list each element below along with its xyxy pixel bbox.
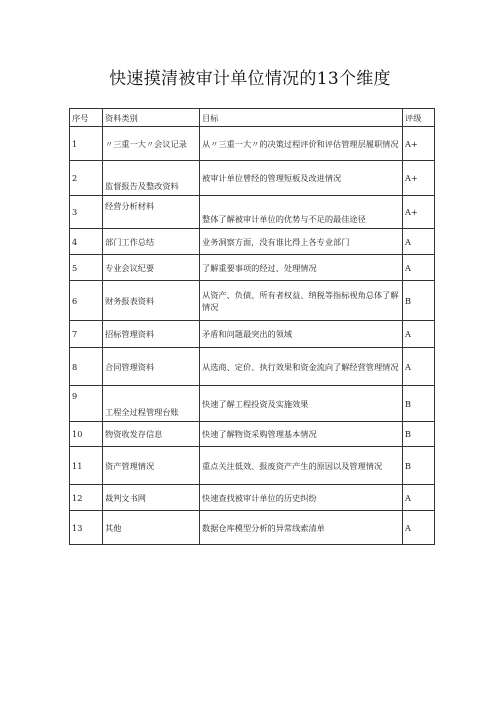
row-rating: B	[403, 422, 435, 447]
table-row	[70, 422, 435, 447]
row-index: 11	[70, 447, 103, 485]
row-rating: A+	[403, 127, 435, 161]
table-row	[70, 485, 435, 511]
table-row	[70, 281, 435, 321]
row-rating: B	[403, 447, 435, 485]
row-index: 5	[70, 255, 103, 281]
row-index: 8	[70, 348, 103, 386]
table-row	[70, 196, 435, 229]
header-category: 资料类别	[103, 109, 200, 127]
row-category: 专业会议纪要	[103, 255, 200, 281]
row-goal: 数据仓库模型分析的异常线索清单	[200, 511, 403, 545]
row-goal: 矛盾和问题最突出的领域	[200, 321, 403, 348]
row-category: 经营分析材料	[103, 196, 200, 229]
table-row	[70, 447, 435, 485]
row-index: 3	[70, 196, 103, 229]
table-row	[70, 127, 435, 161]
row-category: 财务报表资料	[103, 281, 200, 321]
row-category: 合同管理资料	[103, 348, 200, 386]
row-rating: A	[403, 511, 435, 545]
row-index: 1	[70, 127, 103, 161]
table-row	[70, 161, 435, 196]
table-row	[70, 511, 435, 545]
header-rating: 评级	[403, 109, 435, 127]
row-index: 2	[70, 161, 103, 196]
row-goal: 快速了解工程投资及实施效果	[200, 386, 403, 422]
document-title: 快速摸清被审计单位情况的13个维度	[109, 69, 391, 89]
row-rating: A	[403, 229, 435, 255]
row-goal: 快速查找被审计单位的历史纠纷	[200, 485, 403, 511]
header-goal: 目标	[200, 109, 403, 127]
row-index: 7	[70, 321, 103, 348]
row-rating: A	[403, 321, 435, 348]
row-rating: A	[403, 348, 435, 386]
table-row	[70, 321, 435, 348]
row-goal: 从〃三重一大〃的决策过程评价和评估管理层履职情况	[200, 127, 403, 161]
row-goal: 从资产、负债、所有者权益、纳税等指标视角总体了解情况	[200, 281, 403, 321]
dimension-table	[69, 108, 435, 545]
header-index: 序号	[70, 109, 103, 127]
row-index: 12	[70, 485, 103, 511]
row-goal: 重点关注低效、报废资产产生的原因以及管理情况	[200, 447, 403, 485]
row-index: 6	[70, 281, 103, 321]
row-rating: A+	[403, 161, 435, 196]
table-row	[70, 255, 435, 281]
row-rating: B	[403, 386, 435, 422]
row-rating: A	[403, 485, 435, 511]
row-goal: 快速了解物资采购管理基本情况	[200, 422, 403, 447]
row-category: 其他	[103, 511, 200, 545]
row-category: 物资收发存信息	[103, 422, 200, 447]
row-goal: 被审计单位曾经的管理短板及改进情况	[200, 161, 403, 196]
row-rating: B	[403, 281, 435, 321]
row-category: 工程全过程管理台账	[103, 386, 200, 422]
row-goal: 从选商、定价、执行效果和资金流向了解经营管理情况	[200, 348, 403, 386]
table-row	[70, 229, 435, 255]
row-goal: 业务洞察方面，没有谁比得上各专业部门	[200, 229, 403, 255]
row-index: 13	[70, 511, 103, 545]
row-index: 4	[70, 229, 103, 255]
row-category: 监督报告及整改资料	[103, 161, 200, 196]
row-rating: A+	[403, 196, 435, 229]
row-category: 裁判文书网	[103, 485, 200, 511]
row-category: 招标管理资料	[103, 321, 200, 348]
row-index: 10	[70, 422, 103, 447]
row-goal: 了解重要事项的经过、处理情况	[200, 255, 403, 281]
row-goal: 整体了解被审计单位的优势与不足的最佳途径	[200, 196, 403, 229]
row-category: 部门工作总结	[103, 229, 200, 255]
table-row	[70, 348, 435, 386]
row-rating: A	[403, 255, 435, 281]
table-row	[70, 386, 435, 422]
row-index: 9	[70, 386, 103, 422]
row-category: 资产管理情况	[103, 447, 200, 485]
row-category: 〃三重一大〃会议记录	[103, 127, 200, 161]
table-header-row	[70, 109, 435, 127]
